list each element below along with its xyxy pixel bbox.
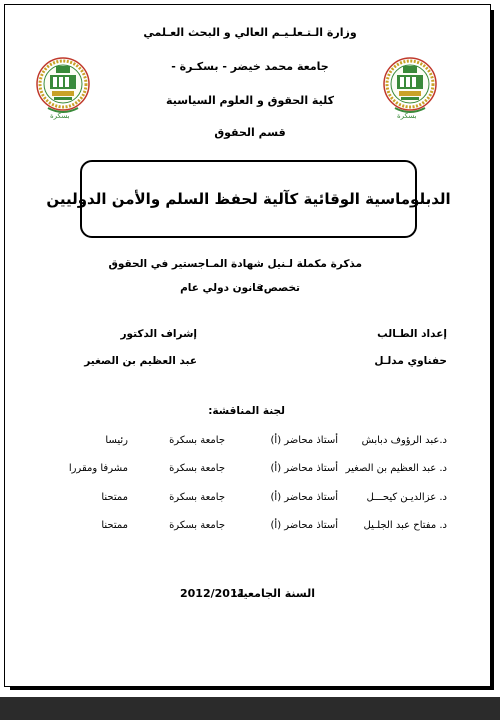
- university-logo: [381, 56, 439, 118]
- committee-member-name: د. مفتاح عبد الجلـيل: [363, 520, 447, 531]
- ministry-name: وزارة الـتـعلـيـم العالي و البحث العـلمي: [143, 26, 357, 39]
- committee-member-rank: أستاذ محاضر (أ): [270, 520, 338, 531]
- logo-caption: بسكرة: [50, 112, 70, 120]
- thesis-title: الدبلوماسية الوقائية كآلية لحفظ السلم والأمن الدوليين: [46, 190, 451, 208]
- thesis-title-box: [46, 160, 451, 238]
- page-shadow: [491, 10, 494, 690]
- degree-line: مذكرة مكملة لـنيل شهادة المـاجستير في الحقوق: [108, 258, 362, 270]
- committee-member-rank: أستاذ محاضر (أ): [270, 492, 338, 503]
- committee-member-rank: أستاذ محاضر (أ): [270, 463, 338, 474]
- page-shadow: [10, 687, 494, 690]
- department-name: قسم الحقوق: [214, 126, 286, 139]
- committee-member-name: د. عبد العظيم بن الصغير: [345, 463, 447, 474]
- viewer-bottom-bar: [0, 697, 500, 720]
- committee-member-name: د.عبد الرؤوف دبابش: [361, 435, 447, 446]
- university-logo: [34, 56, 92, 118]
- committee-member-institution: جامعة بسكرة: [169, 435, 225, 446]
- faculty-name: كلية الحقوق و العلوم السياسية: [166, 94, 334, 107]
- committee-member-rank: أستاذ محاضر (أ): [270, 435, 338, 446]
- committee-member-institution: جامعة بسكرة: [169, 520, 225, 531]
- committee-member-institution: جامعة بسكرة: [169, 492, 225, 503]
- supervisor-label: إشراف الدكتور: [120, 328, 197, 340]
- committee-title: لجنة المناقشة:: [208, 405, 285, 417]
- university-name: جامعة محمد خيضر - بسكـرة -: [171, 60, 329, 73]
- logo-caption: بسكرة: [397, 112, 417, 120]
- academic-year-value: 2012/2011: [180, 587, 246, 600]
- specialty-label: تخصص:: [259, 282, 300, 294]
- student-name: حفناوي مدلـل: [374, 355, 447, 367]
- committee-member-role: مشرفا ومقررا: [68, 463, 128, 474]
- committee-member-name: د. عزالديـن كيحـــل: [366, 492, 447, 503]
- specialty-value: قانون دولي عام: [180, 282, 263, 294]
- committee-member-role: ممتحنا: [101, 520, 128, 531]
- committee-member-role: رئيسا: [105, 435, 128, 446]
- supervisor-name: عبد العظيم بن الصغير: [84, 355, 197, 367]
- academic-year-label: السنة الجامعية:: [232, 587, 315, 600]
- committee-member-institution: جامعة بسكرة: [169, 463, 225, 474]
- committee-member-role: ممتحنا: [101, 492, 128, 503]
- prepared-by-label: إعداد الطـالب: [377, 328, 447, 340]
